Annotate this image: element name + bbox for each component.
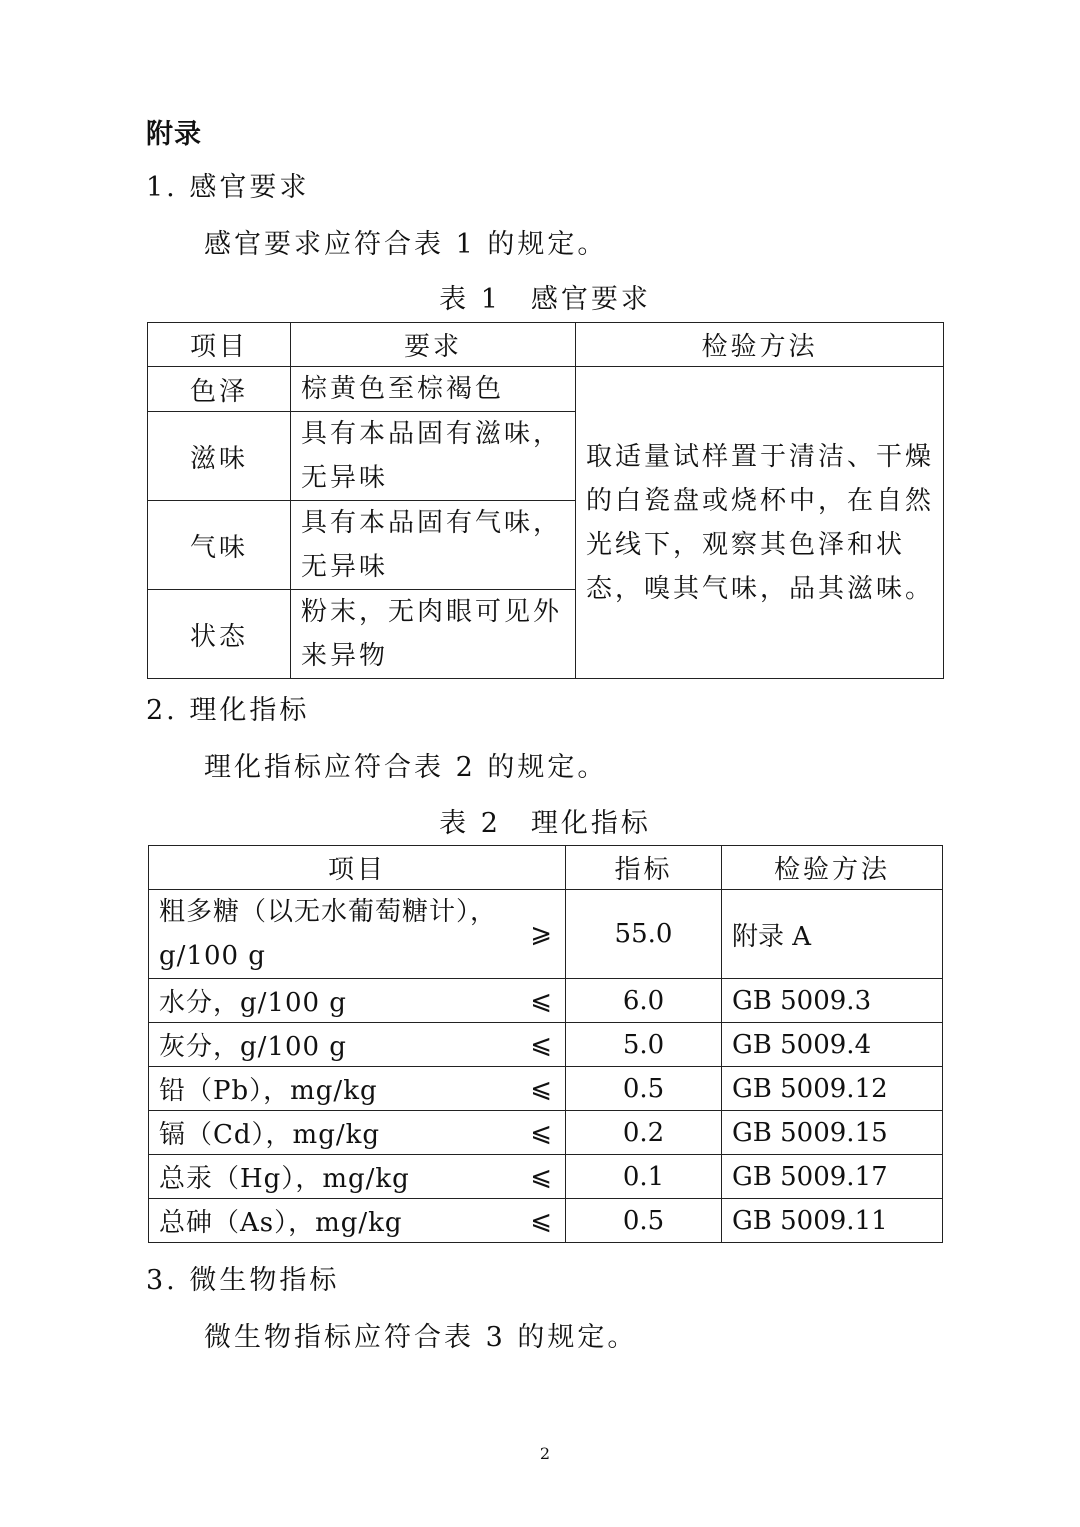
table2-value-cell: 0.2 [566,1111,722,1155]
name-line: 总砷（As），mg/kg [159,1208,403,1238]
table2-name-cell [149,1199,566,1243]
table1-requirement-cell [291,590,576,679]
table2-method-cell: GB 5009.4 [722,1023,943,1067]
table2-caption: 表 2 理化指标 [439,808,651,839]
table1-header-item: 项目 [148,323,291,367]
requirement-line: 来异物 [301,641,389,671]
table1-item-cell: 滋味 [148,412,291,501]
section1-heading: 1. 感官要求 [146,172,310,203]
table-row [149,1023,943,1067]
table1-header-row [148,323,944,367]
table2-header-item: 项目 [149,846,566,890]
comparison-operator: ⩽ [530,1073,553,1104]
requirement-line: 粉末，无肉眼可见外 [301,597,563,627]
method-line: 的白瓷盘或烧杯中，在自然 [586,485,935,516]
requirement-line: 具有本品固有气味， [301,508,563,538]
comparison-operator: ⩾ [530,919,553,949]
table-row [149,1199,943,1243]
comparison-operator: ⩽ [530,985,553,1016]
table2-name-cell [149,1023,566,1067]
name-line: 粗多糖（以无水葡萄糖计）， [159,897,498,927]
table2-header-method: 检验方法 [722,846,943,890]
comparison-operator: ⩽ [530,1117,553,1148]
name-line: 水分，g/100 g [159,988,347,1018]
table2-method-cell: GB 5009.11 [722,1199,943,1243]
table2-value-cell: 6.0 [566,979,722,1023]
requirement-line: 无异味 [301,552,389,582]
comparison-operator: ⩽ [530,1029,553,1060]
table1-requirement-cell [291,412,576,501]
table-row [149,1067,943,1111]
table1-item-cell: 状态 [148,590,291,679]
name-line: 灰分，g/100 g [159,1032,347,1062]
method-line: 取适量试样置于清洁、干燥 [586,441,935,472]
table1-item-cell: 色泽 [148,367,291,412]
table2-name-cell [149,1155,566,1199]
comparison-operator: ⩽ [530,1205,553,1236]
table1-method-cell [576,367,944,679]
table2-method-cell: GB 5009.3 [722,979,943,1023]
table2-value-cell: 55.0 [566,890,722,979]
table2-method-cell: GB 5009.12 [722,1067,943,1111]
requirement-line: 无异味 [301,463,389,493]
section1-intro: 感官要求应符合表 1 的规定。 [204,229,608,260]
table2-name-cell [149,890,566,979]
table2-header-row [149,846,943,890]
requirement-line: 棕黄色至棕褐色 [301,374,505,404]
method-line: 光线下，观察其色泽和状 [586,529,906,560]
table2-method-cell: GB 5009.15 [722,1111,943,1155]
physicochemical-table [148,845,943,1243]
section3-heading: 3. 微生物指标 [146,1265,340,1296]
table2-header-index: 指标 [566,846,722,890]
table2-value-cell: 5.0 [566,1023,722,1067]
table2-value-cell: 0.5 [566,1199,722,1243]
table-row [149,1111,943,1155]
table-row [149,890,943,979]
comparison-operator: ⩽ [530,1161,553,1192]
section2-intro: 理化指标应符合表 2 的规定。 [204,752,608,783]
table2-name-cell [149,1067,566,1111]
name-line: 总汞（Hg），mg/kg [159,1164,410,1194]
requirement-line: 具有本品固有滋味， [301,419,563,449]
sensory-requirements-table [147,322,944,679]
table1-header-requirement: 要求 [291,323,576,367]
table1-requirement-cell [291,367,576,412]
table-row [148,367,944,412]
table2-name-cell [149,979,566,1023]
table2-method-cell: GB 5009.17 [722,1155,943,1199]
method-line: 态，嗅其气味，品其滋味。 [586,573,935,604]
appendix-title: 附录 [146,119,202,150]
section3-intro: 微生物指标应符合表 3 的规定。 [204,1322,638,1353]
table2-value-cell: 0.1 [566,1155,722,1199]
table1-caption: 表 1 感官要求 [439,284,651,315]
table2-value-cell: 0.5 [566,1067,722,1111]
page-number: 2 [539,1444,551,1463]
table1-item-cell: 气味 [148,501,291,590]
table1-header-method: 检验方法 [576,323,944,367]
name-line: g/100 g [159,941,266,971]
table2-method-cell: 附录 A [722,890,943,979]
table-row [149,979,943,1023]
name-line: 镉（Cd），mg/kg [159,1120,380,1150]
table2-name-cell [149,1111,566,1155]
table-row [149,1155,943,1199]
table1-requirement-cell [291,501,576,590]
section2-heading: 2. 理化指标 [146,695,310,726]
name-line: 铅（Pb），mg/kg [159,1076,378,1106]
